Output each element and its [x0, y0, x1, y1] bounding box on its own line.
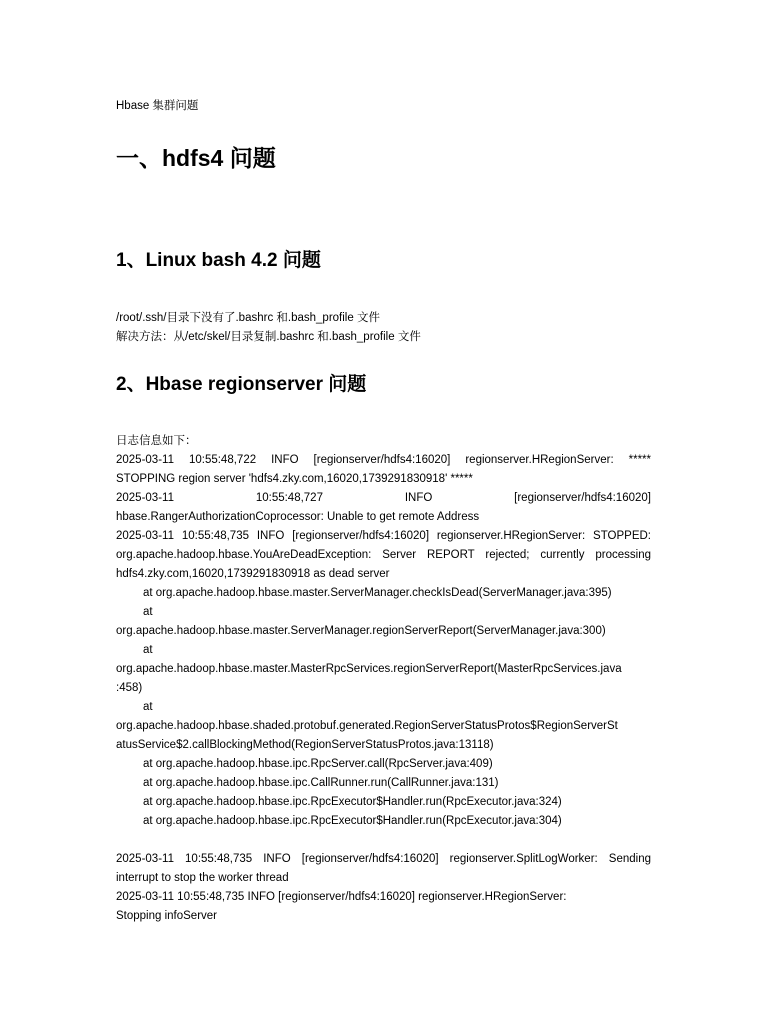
log-entry: 2025-03-11 10:55:48,735 INFO [regionserver/hdfs4:16020] regionserver.HRegionServer: STOPPED: org.apache.hadoop.hbase.YouAreDeadException: Server REPORT rejected; currently processing hdfs4.zky.com,16020,1739291830918 as dead server: [116, 530, 651, 580]
stack-frame: org.apache.hadoop.hbase.master.MasterRpcServices.regionServerReport(MasterRpcServices.java: [116, 663, 622, 675]
blank-line: [116, 831, 651, 850]
log-block: [116, 432, 651, 926]
stack-frame: org.apache.hadoop.hbase.master.ServerManager.regionServerReport(ServerManager.java:300): [116, 625, 606, 637]
stack-frame-at: at: [143, 701, 153, 713]
log-entry: 2025-03-11 10:55:48,735 INFO [regionserver/hdfs4:16020] regionserver.SplitLogWorker: Sending interrupt to stop the worker thread: [116, 853, 651, 884]
section-heading-bash: 1、Linux bash 4.2 问题: [116, 250, 321, 271]
stack-frame: :458): [116, 682, 143, 694]
log-label: 日志信息如下：: [116, 435, 197, 447]
log-entry-line: hbase.RangerAuthorizationCoprocessor: Unable to get remote Address: [116, 511, 480, 523]
document-title: 一、hdfs4 问题: [116, 145, 276, 171]
stack-frame: at org.apache.hadoop.hbase.ipc.RpcExecutor$Handler.run(RpcExecutor.java:324): [143, 796, 562, 808]
log-level: INFO: [404, 492, 433, 504]
page-header-text: Hbase 集群问题: [116, 100, 199, 112]
stack-frame: at org.apache.hadoop.hbase.ipc.CallRunner.run(CallRunner.java:131): [143, 777, 499, 789]
stack-frame: at org.apache.hadoop.hbase.ipc.RpcExecutor$Handler.run(RpcExecutor.java:304): [143, 815, 562, 827]
log-entry-line: [116, 489, 651, 508]
log-time: 10:55:48,727: [255, 492, 323, 504]
stack-frame: atusService$2.callBlockingMethod(RegionServerStatusProtos.java:13118): [116, 739, 494, 751]
stack-frame: org.apache.hadoop.hbase.shaded.protobuf.generated.RegionServerStatusProtos$RegionServerSt: [116, 720, 618, 732]
stack-frame-at: at: [143, 606, 153, 618]
log-date: 2025-03-11: [116, 492, 174, 504]
paragraph-line: /root/.ssh/目录下没有了.bashrc 和.bash_profile 文件: [116, 312, 380, 324]
log-entry: 2025-03-11 10:55:48,722 INFO [regionserver/hdfs4:16020] regionserver.HRegionServer: ***** STOPPING region server 'hdfs4.zky.com,16020,1739291830918' *****: [116, 454, 651, 485]
stack-frame-at: at: [143, 644, 153, 656]
log-entry-line: Stopping infoServer: [116, 910, 218, 922]
section-heading-regionserver: 2、Hbase regionserver 问题: [116, 374, 367, 395]
log-thread: [regionserver/hdfs4:16020]: [514, 492, 651, 504]
paragraph-line: 解决方法：从/etc/skel/目录复制.bashrc 和.bash_profile 文件: [116, 331, 421, 343]
section-body-bash: [116, 309, 421, 347]
stack-frame: at org.apache.hadoop.hbase.ipc.RpcServer.call(RpcServer.java:409): [143, 758, 493, 770]
log-entry: 2025-03-11 10:55:48,735 INFO [regionserver/hdfs4:16020] regionserver.HRegionServer:: [116, 891, 567, 903]
stack-frame: at org.apache.hadoop.hbase.master.ServerManager.checkIsDead(ServerManager.java:395): [143, 587, 612, 599]
